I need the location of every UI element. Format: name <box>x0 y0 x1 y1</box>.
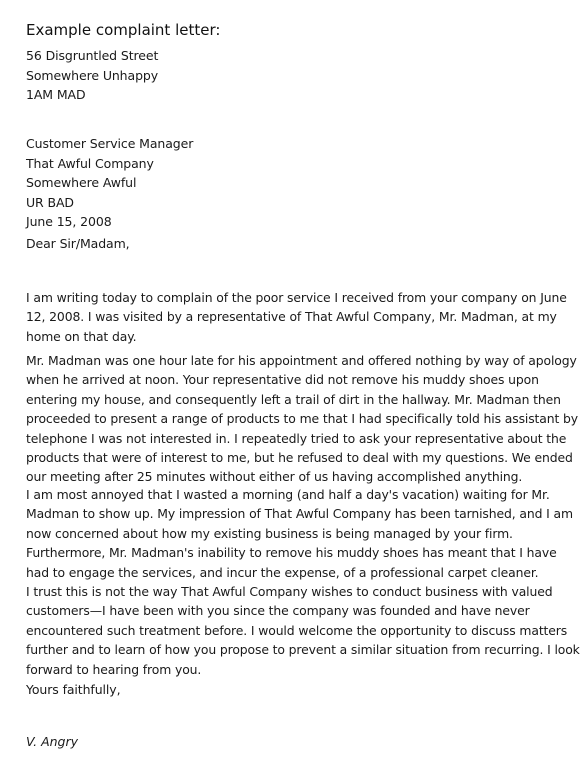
paragraph-line: when he arrived at noon. Your representative did not remove his muddy shoes upon <box>26 372 539 388</box>
sender-address <box>26 46 574 105</box>
paragraph-line: proceeded to present a range of products to me that I had specifically told his assistant by <box>26 411 579 427</box>
closing-text: Yours faithfully, <box>26 682 121 697</box>
paragraph-line: forward to hearing from you. <box>26 661 202 677</box>
paragraph-line: Mr. Madman was one hour late for his appointment and offered nothing by way of apology <box>26 353 577 368</box>
paragraph-3 <box>26 485 574 582</box>
salutation-text: Dear Sir/Madam, <box>26 236 130 251</box>
recipient-address-line: Customer Service Manager <box>26 136 194 151</box>
paragraph-line: now concerned about how my existing business is being managed by your firm. <box>26 525 513 541</box>
recipient-address-line: That Awful Company <box>26 155 154 171</box>
paragraph-4 <box>26 582 580 679</box>
page-title: Example complaint letter: <box>26 21 221 39</box>
closing <box>26 680 574 700</box>
paragraph-1 <box>26 288 574 346</box>
paragraph-2 <box>26 351 579 487</box>
paragraph-line: Madman to show up. My impression of That Awful Company has been tarnished, and I am <box>26 506 573 522</box>
paragraph-line: Furthermore, Mr. Madman's inability to remove his muddy shoes has meant that I have <box>26 545 557 561</box>
paragraph-line: encountered such treatment before. I would welcome the opportunity to discuss matters <box>26 622 568 638</box>
paragraph-line: I am most annoyed that I wasted a morning (and half a day's vacation) waiting for Mr. <box>26 487 550 502</box>
recipient-address-line: UR BAD <box>26 194 74 210</box>
paragraph-line: customers—I have been with you since the company was founded and have never <box>26 603 530 619</box>
date-text: June 15, 2008 <box>26 214 112 229</box>
paragraph-line: I am writing today to complain of the poor service I received from your company on June <box>26 290 567 305</box>
sender-address-line: 56 Disgruntled Street <box>26 48 159 63</box>
recipient-address <box>26 134 574 212</box>
paragraph-line: had to engage the services, and incur the expense, of a professional carpet cleaner. <box>26 564 539 580</box>
paragraph-line: further and to learn of how you propose to prevent a similar situation from recurring. I look <box>26 642 580 658</box>
paragraph-line: entering my house, and consequently left a trail of dirt in the hallway. Mr. Madman then <box>26 391 561 407</box>
sender-address-line: 1AM MAD <box>26 87 86 102</box>
paragraph-line: our meeting after 25 minutes without either of us having accomplished anything. <box>26 469 523 485</box>
letter-date <box>26 212 574 232</box>
salutation <box>26 234 574 254</box>
paragraph-line: home on that day. <box>26 328 137 344</box>
signature: V. Angry <box>26 734 79 749</box>
paragraph-line: 12, 2008. I was visited by a representative of That Awful Company, Mr. Madman, at my <box>26 309 557 325</box>
paragraph-line: telephone I was not interested in. I repeatedly tried to ask your representative about the <box>26 430 567 446</box>
sender-address-line: Somewhere Unhappy <box>26 67 159 83</box>
paragraph-line: I trust this is not the way That Awful Company wishes to conduct business with valued <box>26 584 553 599</box>
paragraph-line: products that were of interest to me, but he refused to deal with my questions. We ended <box>26 450 573 466</box>
recipient-address-line: Somewhere Awful <box>26 175 137 190</box>
